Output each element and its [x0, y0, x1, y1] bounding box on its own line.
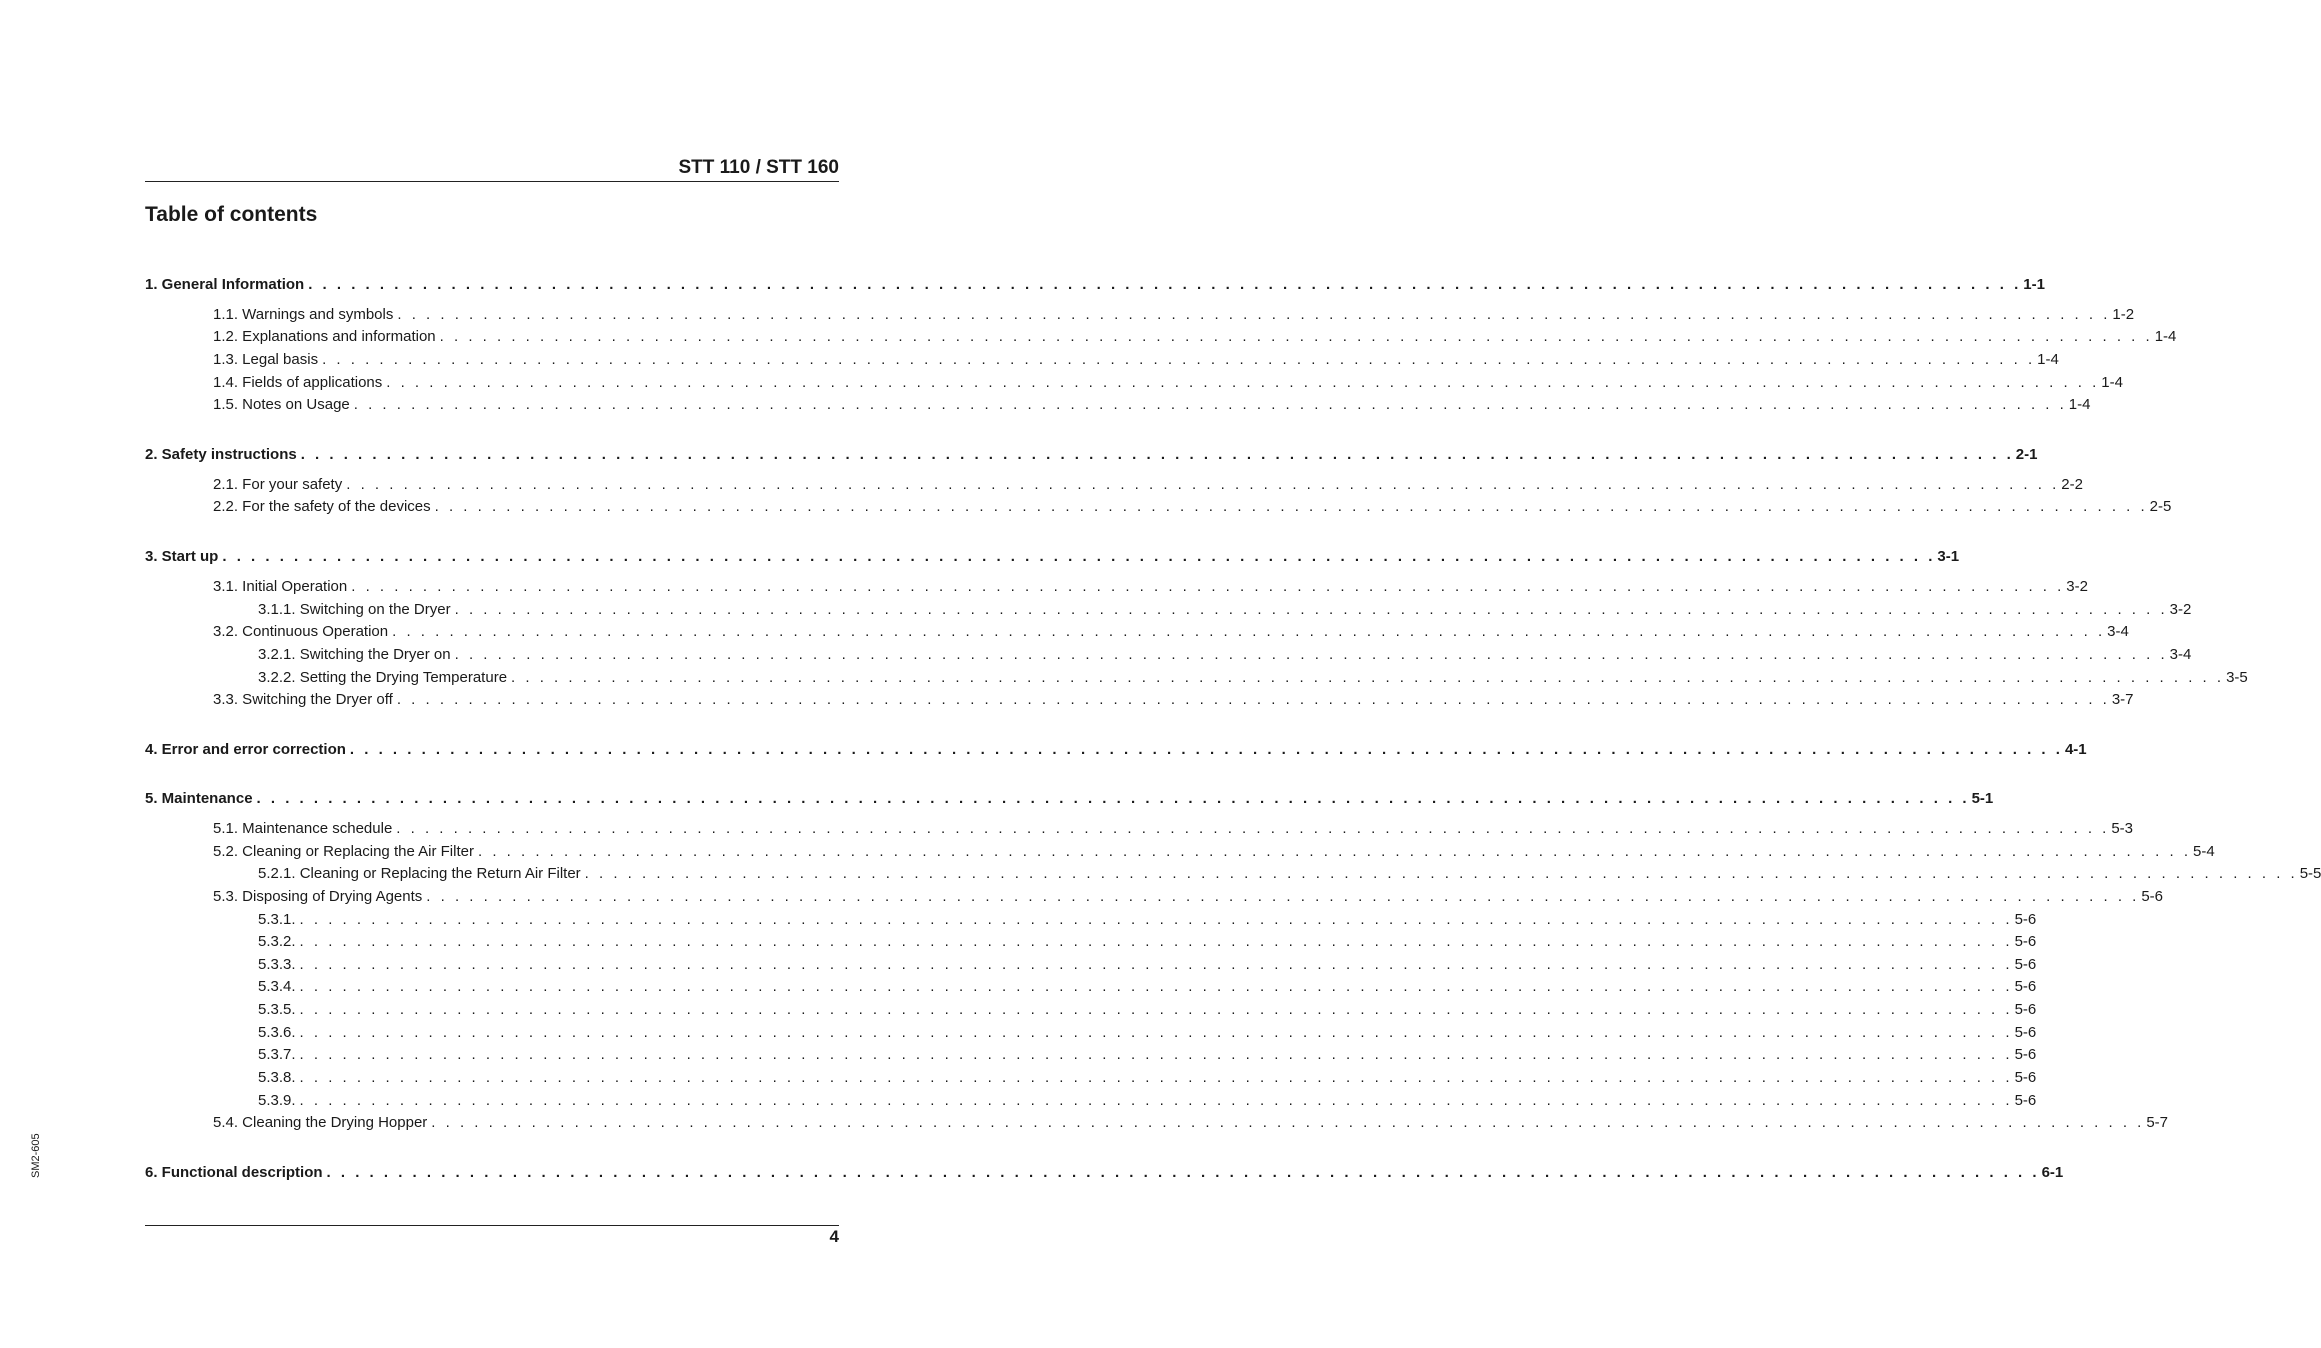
toc-dot-leader: . . . . . . . . . . . . . . . . . . . . . . . . . . . . . . . . . . . . . . . . . . . . . . . . . . . . . . . . . . . . . . . . . . . . . . . . . . . . . . . . . . . . . . . . . . . . . . . . . . . . . . . . . . . . . . . . . . . . . . . . — [299, 956, 2013, 973]
toc-entry-title: 5.3.2. — [258, 933, 296, 950]
document-code: SM2-605 — [30, 1133, 42, 1178]
toc-entry-title: 4. Error and error correction — [145, 741, 346, 758]
toc-dot-leader: . . . . . . . . . . . . . . . . . . . . . . . . . . . . . . . . . . . . . . . . . . . . . . . . . . . . . . . . . . . . . . . . . . . . . . . . . . . . . . . . . . . . . . . . . . . . . . . . . . . . . . . . . . . . . . . . . . . . . . . . — [299, 1001, 2013, 1018]
toc-dot-leader: . . . . . . . . . . . . . . . . . . . . . . . . . . . . . . . . . . . . . . . . . . . . . . . . . . . . . . . . . . . . . . . . . . . . . . . . . . . . . . . . . . . . . . . . . . . . . . . . . . . . . . . . . . . . . . . . . . . . . . . . — [299, 1092, 2013, 1109]
toc-entry-page: 5-3 — [2111, 820, 2134, 837]
toc-entry-page: 3-5 — [2226, 669, 2248, 686]
toc-dot-leader: . . . . . . . . . . . . . . . . . . . . . . . . . . . . . . . . . . . . . . . . . . . . . . . . . . . . . . . . . . . . . . . . . . . . . . . . . . . . . . . . . . . . . . . . . . . . . . . . . . . . . . . . . . . . . . . . . . . . . . . . — [353, 396, 2067, 413]
toc-entry-title: 6. Functional description — [145, 1164, 323, 1181]
toc-entry[interactable] — [258, 1000, 2037, 1020]
toc-entry-title: 1.4. Fields of applications — [213, 374, 383, 391]
toc-entry-page: 5-6 — [2014, 1046, 2037, 1063]
toc-dot-leader: . . . . . . . . . . . . . . . . . . . . . . . . . . . . . . . . . . . . . . . . . . . . . . . . . . . . . . . . . . . . . . . . . . . . . . . . . . . . . . . . . . . . . . . . . . . . . . . . . . . . . . . . . . . . . . . . . . . . . . . . — [386, 374, 2100, 391]
toc-dot-leader: . . . . . . . . . . . . . . . . . . . . . . . . . . . . . . . . . . . . . . . . . . . . . . . . . . . . . . . . . . . . . . . . . . . . . . . . . . . . . . . . . . . . . . . . . . . . . . . . . . . . . . . . . . . . . . . . . . . . . . . . — [322, 351, 2036, 368]
toc-entry-page: 1-1 — [2023, 276, 2045, 293]
toc-entry-page: 1-4 — [2154, 328, 2177, 345]
footer-rule — [145, 1225, 839, 1226]
toc-entry-page: 1-4 — [2068, 396, 2091, 413]
toc-entry-title: 5.3.6. — [258, 1024, 296, 1041]
toc-entry-title: 5.3.4. — [258, 978, 296, 995]
toc-entry-title: 1.1. Warnings and symbols — [213, 306, 394, 323]
toc-entry-title: 5.3.1. — [258, 911, 296, 928]
toc-dot-leader: . . . . . . . . . . . . . . . . . . . . . . . . . . . . . . . . . . . . . . . . . . . . . . . . . . . . . . . . . . . . . . . . . . . . . . . . . . . . . . . . . . . . . . . . . . . . . . . . . . . . . . . . . . . . . . . . . . . . . . . . — [392, 623, 2106, 640]
page-number: 4 — [829, 1227, 839, 1246]
toc-entry[interactable] — [258, 1091, 2037, 1111]
toc-entry-page: 3-2 — [2066, 578, 2088, 595]
toc-dot-leader: . . . . . . . . . . . . . . . . . . . . . . . . . . . . . . . . . . . . . . . . . . . . . . . . . . . . . . . . . . . . . . . . . . . . . . . . . . . . . . . . . . . . . . . . . . . . . . . . . . . . . . . . . . . . . . . . . . . . . . . . — [299, 1046, 2013, 1063]
toc-dot-leader: . . . . . . . . . . . . . . . . . . . . . . . . . . . . . . . . . . . . . . . . . . . . . . . . . . . . . . . . . . . . . . . . . . . . . . . . . . . . . . . . . . . . . . . . . . . . . . . . . . . . . . . . . . . . . . . . . . . . . . . . — [439, 328, 2153, 345]
toc-entry[interactable] — [213, 327, 2177, 347]
toc-entry[interactable] — [258, 955, 2037, 975]
toc-entry-page: 6-1 — [2041, 1164, 2064, 1181]
toc-entry-page: 3-4 — [2107, 623, 2129, 640]
toc-entry-title: 3. Start up — [145, 548, 219, 565]
toc-entry[interactable] — [213, 497, 2172, 517]
toc-entry-title: 5.3.5. — [258, 1001, 296, 1018]
toc-entry-title: 3.1.1. Switching on the Dryer — [258, 601, 451, 618]
toc-entry-page: 1-4 — [2101, 374, 2123, 391]
toc-entry-page: 5-6 — [2014, 1024, 2037, 1041]
toc-entry-page: 1-2 — [2112, 306, 2135, 323]
toc-dot-leader: . . . . . . . . . . . . . . . . . . . . . . . . . . . . . . . . . . . . . . . . . . . . . . . . . . . . . . . . . . . . . . . . . . . . . . . . . . . . . . . . . . . . . . . . . . . . . . . . . . . . . . . . . . . . . . . . . . . . . . . . — [349, 741, 2063, 758]
toc-entry-page: 5-6 — [2014, 1092, 2037, 1109]
toc-entry-page: 5-5 — [2299, 865, 2321, 882]
toc-entry[interactable] — [213, 622, 2129, 642]
toc-entry[interactable] — [258, 1023, 2037, 1043]
toc-entry-title: 2.1. For your safety — [213, 476, 343, 493]
toc-entry[interactable] — [213, 350, 2059, 370]
toc-entry[interactable] — [213, 1113, 2169, 1133]
toc-entry-page: 2-5 — [2149, 498, 2172, 515]
toc-entry-page: 2-2 — [2061, 476, 2083, 493]
toc-entry-title: 1.3. Legal basis — [213, 351, 319, 368]
toc-entry[interactable] — [213, 842, 2215, 862]
toc-entry[interactable] — [213, 475, 2083, 495]
toc-heading: Table of contents — [145, 203, 318, 226]
toc-entry[interactable] — [258, 1068, 2037, 1088]
toc-entry-page: 3-4 — [2169, 646, 2192, 663]
toc-entry-title: 5.4. Cleaning the Drying Hopper — [213, 1114, 428, 1131]
toc-entry-page: 3-2 — [2169, 601, 2192, 618]
toc-dot-leader: . . . . . . . . . . . . . . . . . . . . . . . . . . . . . . . . . . . . . . . . . . . . . . . . . . . . . . . . . . . . . . . . . . . . . . . . . . . . . . . . . . . . . . . . . . . . . . . . . . . . . . . . . . . . . . . . . . . . . . . . — [477, 843, 2192, 860]
toc-dot-leader: . . . . . . . . . . . . . . . . . . . . . . . . . . . . . . . . . . . . . . . . . . . . . . . . . . . . . . . . . . . . . . . . . . . . . . . . . . . . . . . . . . . . . . . . . . . . . . . . . . . . . . . . . . . . . . . . . . . . . . . . — [431, 1114, 2145, 1131]
toc-entry-title: 3.1. Initial Operation — [213, 578, 348, 595]
toc-entry[interactable] — [258, 600, 2192, 620]
toc-entry-title: 5.3.8. — [258, 1069, 296, 1086]
toc-entry[interactable] — [213, 373, 2123, 393]
toc-entry[interactable] — [258, 668, 2248, 688]
toc-entry-page: 5-6 — [2014, 933, 2037, 950]
toc-entry-title: 5.3.3. — [258, 956, 296, 973]
toc-entry-page: 5-6 — [2014, 911, 2037, 928]
toc-entry[interactable] — [258, 910, 2037, 930]
toc-entry-title: 3.2. Continuous Operation — [213, 623, 389, 640]
toc-entry[interactable] — [145, 275, 2045, 295]
toc-entry-title: 5.3.9. — [258, 1092, 296, 1109]
document-header-title: STT 110 / STT 160 — [678, 157, 839, 178]
toc-entry-title: 2. Safety instructions — [145, 446, 297, 463]
toc-dot-leader: . . . . . . . . . . . . . . . . . . . . . . . . . . . . . . . . . . . . . . . . . . . . . . . . . . . . . . . . . . . . . . . . . . . . . . . . . . . . . . . . . . . . . . . . . . . . . . . . . . . . . . . . . . . . . . . . . . . . . . . . — [397, 306, 2111, 323]
toc-entry-page: 5-6 — [2014, 978, 2037, 995]
toc-dot-leader: . . . . . . . . . . . . . . . . . . . . . . . . . . . . . . . . . . . . . . . . . . . . . . . . . . . . . . . . . . . . . . . . . . . . . . . . . . . . . . . . . . . . . . . . . . . . . . . . . . . . . . . . . . . . . . . . . . . . . . . . — [299, 978, 2013, 995]
toc-entry-page: 5-6 — [2141, 888, 2164, 905]
toc-entry[interactable] — [258, 1045, 2037, 1065]
toc-entry[interactable] — [213, 395, 2091, 415]
toc-entry[interactable] — [145, 547, 1960, 567]
toc-dot-leader: . . . . . . . . . . . . . . . . . . . . . . . . . . . . . . . . . . . . . . . . . . . . . . . . . . . . . . . . . . . . . . . . . . . . . . . . . . . . . . . . . . . . . . . . . . . . . . . . . . . . . . . . . . . . . . . . . . . . . . . . — [308, 276, 2022, 293]
toc-entry[interactable] — [145, 1163, 2064, 1183]
toc-entry[interactable] — [258, 977, 2037, 997]
toc-dot-leader: . . . . . . . . . . . . . . . . . . . . . . . . . . . . . . . . . . . . . . . . . . . . . . . . . . . . . . . . . . . . . . . . . . . . . . . . . . . . . . . . . . . . . . . . . . . . . . . . . . . . . . . . . . . . . . . . . . . . . . . . — [584, 865, 2298, 882]
toc-entry[interactable] — [213, 690, 2134, 710]
toc-entry-page: 5-6 — [2014, 1001, 2037, 1018]
toc-entry-title: 1.5. Notes on Usage — [213, 396, 350, 413]
toc-entry-title: 3.2.1. Switching the Dryer on — [258, 646, 451, 663]
toc-entry[interactable] — [213, 819, 2134, 839]
toc-entry-page: 3-1 — [1937, 548, 1960, 565]
toc-entry[interactable] — [145, 740, 2087, 760]
toc-entry-title: 5. Maintenance — [145, 790, 253, 807]
toc-dot-leader: . . . . . . . . . . . . . . . . . . . . . . . . . . . . . . . . . . . . . . . . . . . . . . . . . . . . . . . . . . . . . . . . . . . . . . . . . . . . . . . . . . . . . . . . . . . . . . . . . . . . . . . . . . . . . . . . . . . . . . . . — [299, 1024, 2013, 1041]
toc-dot-leader: . . . . . . . . . . . . . . . . . . . . . . . . . . . . . . . . . . . . . . . . . . . . . . . . . . . . . . . . . . . . . . . . . . . . . . . . . . . . . . . . . . . . . . . . . . . . . . . . . . . . . . . . . . . . . . . . . . . . . . . . — [511, 669, 2225, 686]
toc-entry-page: 2-1 — [2015, 446, 2038, 463]
toc-entry-page: 5-4 — [2193, 843, 2215, 860]
toc-entry-page: 4-1 — [2064, 741, 2087, 758]
toc-entry-page: 5-1 — [1971, 790, 1994, 807]
toc-entry-title: 2.2. For the safety of the devices — [213, 498, 431, 515]
toc-dot-leader: . . . . . . . . . . . . . . . . . . . . . . . . . . . . . . . . . . . . . . . . . . . . . . . . . . . . . . . . . . . . . . . . . . . . . . . . . . . . . . . . . . . . . . . . . . . . . . . . . . . . . . . . . . . . . . . . . . . . . . . . — [454, 646, 2168, 663]
toc-dot-leader: . . . . . . . . . . . . . . . . . . . . . . . . . . . . . . . . . . . . . . . . . . . . . . . . . . . . . . . . . . . . . . . . . . . . . . . . . . . . . . . . . . . . . . . . . . . . . . . . . . . . . . . . . . . . . . . . . . . . . . . . — [299, 933, 2013, 950]
toc-entry-page: 5-6 — [2014, 1069, 2037, 1086]
toc-entry[interactable] — [145, 445, 2038, 465]
toc-entry-title: 1. General Information — [145, 276, 305, 293]
toc-dot-leader: . . . . . . . . . . . . . . . . . . . . . . . . . . . . . . . . . . . . . . . . . . . . . . . . . . . . . . . . . . . . . . . . . . . . . . . . . . . . . . . . . . . . . . . . . . . . . . . . . . . . . . . . . . . . . . . . . . . . . . . . — [346, 476, 2060, 493]
toc-dot-leader: . . . . . . . . . . . . . . . . . . . . . . . . . . . . . . . . . . . . . . . . . . . . . . . . . . . . . . . . . . . . . . . . . . . . . . . . . . . . . . . . . . . . . . . . . . . . . . . . . . . . . . . . . . . . . . . . . . . . . . . . — [326, 1164, 2040, 1181]
toc-dot-leader: . . . . . . . . . . . . . . . . . . . . . . . . . . . . . . . . . . . . . . . . . . . . . . . . . . . . . . . . . . . . . . . . . . . . . . . . . . . . . . . . . . . . . . . . . . . . . . . . . . . . . . . . . . . . . . . . . . . . . . . . — [351, 578, 2065, 595]
toc-entry[interactable] — [145, 789, 1994, 809]
toc-entry[interactable] — [258, 932, 2037, 952]
toc-entry-title: 3.2.2. Setting the Drying Temperature — [258, 669, 508, 686]
toc-entry-title: 5.3.7. — [258, 1046, 296, 1063]
toc-dot-leader: . . . . . . . . . . . . . . . . . . . . . . . . . . . . . . . . . . . . . . . . . . . . . . . . . . . . . . . . . . . . . . . . . . . . . . . . . . . . . . . . . . . . . . . . . . . . . . . . . . . . . . . . . . . . . . . . . . . . . . . . — [426, 888, 2140, 905]
toc-dot-leader: . . . . . . . . . . . . . . . . . . . . . . . . . . . . . . . . . . . . . . . . . . . . . . . . . . . . . . . . . . . . . . . . . . . . . . . . . . . . . . . . . . . . . . . . . . . . . . . . . . . . . . . . . . . . . . . . . . . . . . . . — [396, 820, 2110, 837]
toc-entry-title: 1.2. Explanations and information — [213, 328, 436, 345]
toc-dot-leader: . . . . . . . . . . . . . . . . . . . . . . . . . . . . . . . . . . . . . . . . . . . . . . . . . . . . . . . . . . . . . . . . . . . . . . . . . . . . . . . . . . . . . . . . . . . . . . . . . . . . . . . . . . . . . . . . . . . . . . . . — [300, 446, 2014, 463]
toc-dot-leader: . . . . . . . . . . . . . . . . . . . . . . . . . . . . . . . . . . . . . . . . . . . . . . . . . . . . . . . . . . . . . . . . . . . . . . . . . . . . . . . . . . . . . . . . . . . . . . . . . . . . . . . . . . . . . . . . . . . . . . . . — [434, 498, 2148, 515]
toc-entry-page: 1-4 — [2037, 351, 2059, 368]
toc-entry[interactable] — [258, 645, 2192, 665]
toc-dot-leader: . . . . . . . . . . . . . . . . . . . . . . . . . . . . . . . . . . . . . . . . . . . . . . . . . . . . . . . . . . . . . . . . . . . . . . . . . . . . . . . . . . . . . . . . . . . . . . . . . . . . . . . . . . . . . . . . . . . . . . . . — [299, 1069, 2013, 1086]
toc-entry[interactable] — [213, 577, 2088, 597]
toc-entry-title: 5.3. Disposing of Drying Agents — [213, 888, 423, 905]
toc-dot-leader: . . . . . . . . . . . . . . . . . . . . . . . . . . . . . . . . . . . . . . . . . . . . . . . . . . . . . . . . . . . . . . . . . . . . . . . . . . . . . . . . . . . . . . . . . . . . . . . . . . . . . . . . . . . . . . . . . . . . . . . . — [299, 911, 2013, 928]
toc-entry-title: 5.1. Maintenance schedule — [213, 820, 393, 837]
toc-dot-leader: . . . . . . . . . . . . . . . . . . . . . . . . . . . . . . . . . . . . . . . . . . . . . . . . . . . . . . . . . . . . . . . . . . . . . . . . . . . . . . . . . . . . . . . . . . . . . . . . . . . . . . . . . . . . . . . . . . . . . . . . — [222, 548, 1936, 565]
toc-entry[interactable] — [213, 305, 2135, 325]
toc-entry-page: 5-7 — [2146, 1114, 2169, 1131]
toc-entry-page: 3-7 — [2111, 691, 2134, 708]
toc-entry-title: 5.2. Cleaning or Replacing the Air Filter — [213, 843, 474, 860]
toc-entry-title: 5.2.1. Cleaning or Replacing the Return Air Filter — [258, 865, 581, 882]
toc-dot-leader: . . . . . . . . . . . . . . . . . . . . . . . . . . . . . . . . . . . . . . . . . . . . . . . . . . . . . . . . . . . . . . . . . . . . . . . . . . . . . . . . . . . . . . . . . . . . . . . . . . . . . . . . . . . . . . . . . . . . . . . . — [454, 601, 2168, 618]
toc-dot-leader: . . . . . . . . . . . . . . . . . . . . . . . . . . . . . . . . . . . . . . . . . . . . . . . . . . . . . . . . . . . . . . . . . . . . . . . . . . . . . . . . . . . . . . . . . . . . . . . . . . . . . . . . . . . . . . . . . . . . . . . . — [256, 790, 1970, 807]
toc-entry-title: 3.3. Switching the Dryer off — [213, 691, 393, 708]
toc-entry[interactable] — [258, 864, 2321, 884]
header-rule — [145, 181, 839, 182]
toc-entry-page: 5-6 — [2014, 956, 2037, 973]
toc-entry[interactable] — [213, 887, 2164, 907]
toc-dot-leader: . . . . . . . . . . . . . . . . . . . . . . . . . . . . . . . . . . . . . . . . . . . . . . . . . . . . . . . . . . . . . . . . . . . . . . . . . . . . . . . . . . . . . . . . . . . . . . . . . . . . . . . . . . . . . . . . . . . . . . . . — [396, 691, 2110, 708]
